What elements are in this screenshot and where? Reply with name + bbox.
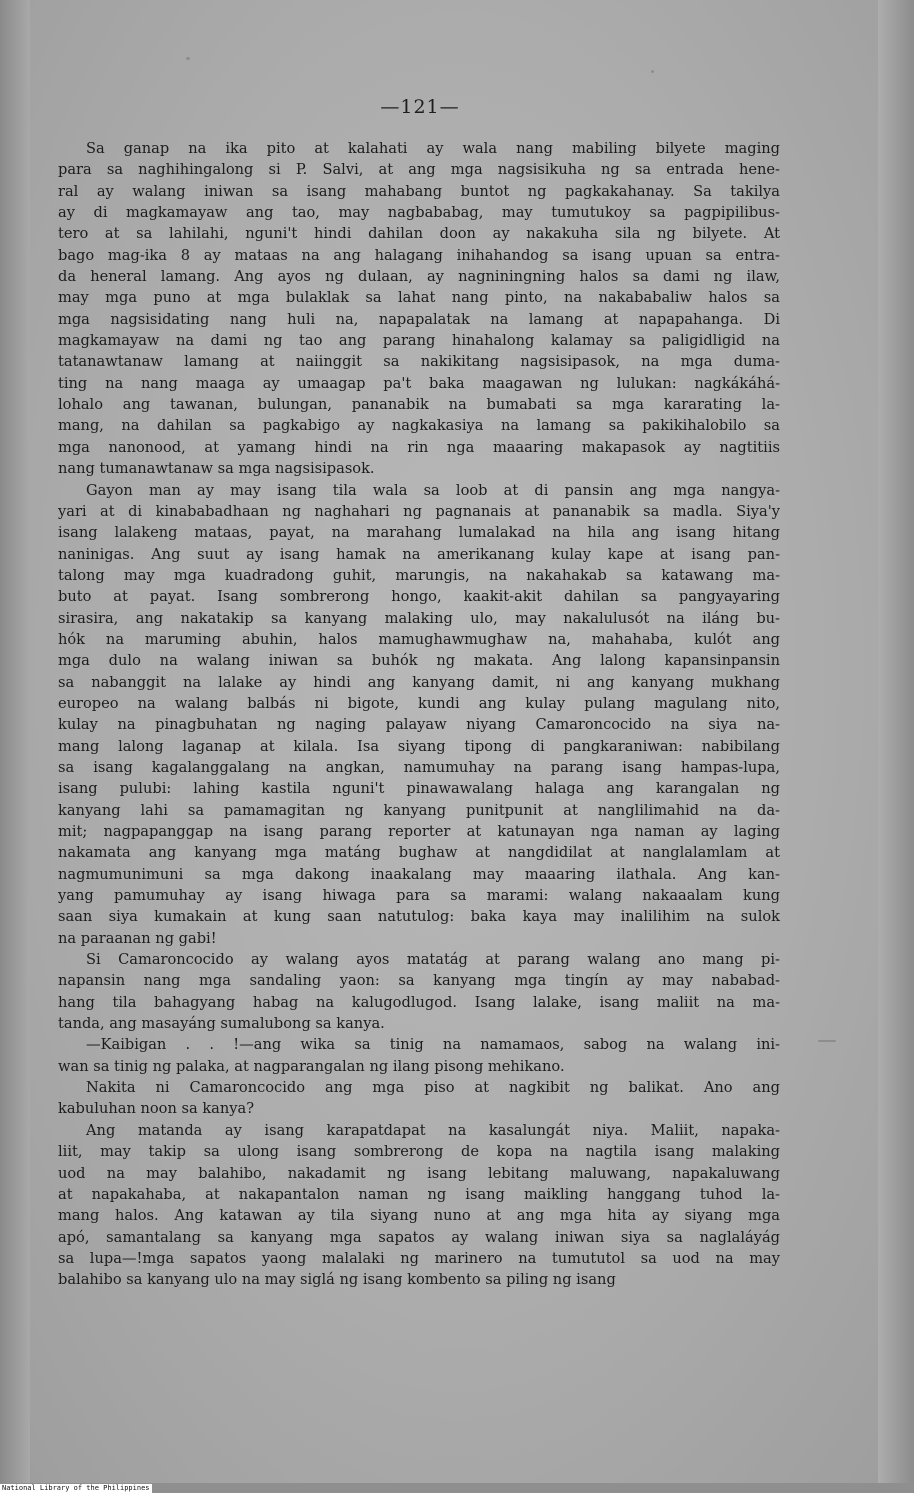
paragraph [58, 949, 780, 1034]
text-line: mga dulo na walang iniwan sa buhók ng makata. Ang lalong kapansinpansin [58, 652, 780, 670]
text-line: tanda, ang masayáng sumalubong sa kanya. [58, 1015, 385, 1033]
text-line: balahibo sa kanyang ulo na may siglá ng isang kombento sa piling ng isang [58, 1271, 616, 1289]
text-line: nakamata ang kanyang mga matáng bughaw at nangdidilat at nanglalamlam at [58, 844, 780, 862]
text-line: ting na nang maaga ay umaagap pa't baka maagawan ng lulukan: nagkákáhá- [58, 374, 780, 392]
paragraph [58, 138, 780, 480]
text-line: wan sa tinig ng palaka, at nagparangalan ng ilang pisong mehikano. [58, 1057, 565, 1075]
text-line: tero at sa lahilahi, nguni't hindi dahilan doon ay nakakuha sila ng bilyete. At [58, 225, 780, 243]
text-line: nang tumanawtanaw sa mga nagsisipasok. [58, 460, 375, 478]
text-line: mga nanonood, at yamang hindi na rin nga maaaring makapasok ay nagtitiis [58, 438, 780, 456]
page-right-edge [878, 0, 914, 1483]
text-line: naninigas. Ang suut ay isang hamak na amerikanang kulay kape at isang pan- [58, 545, 780, 563]
text-line: liit, may takip sa ulong isang sombrerong de kopa na nagtila isang malaking [58, 1143, 780, 1161]
text-line: mit; nagpapanggap na isang parang reporter at katunayan nga naman ay laging [58, 823, 780, 840]
text-line: uod na may balahibo, nakadamit ng isang lebitang maluwang, napakaluwang [58, 1164, 780, 1182]
text-line: mang halos. Ang katawan ay tila siyang nuno at ang mga hita ay siyang mga [58, 1207, 780, 1225]
text-line: nagmumunimuni sa mga dakong inaakalang may maaaring ilathala. Ang kan- [58, 865, 780, 883]
text-line: hang tila bahagyang habag na kalugodlugod. Isang lalake, isang maliit na ma- [58, 993, 780, 1011]
text-line: buto at payat. Isang sombrerong hongo, kaakit-akit dahilan sa pangyayaring [58, 588, 780, 606]
text-line: sa nabanggit na lalake ay hindi ang kanyang damit, ni ang kanyang mukhang [58, 673, 780, 691]
paragraph [58, 1034, 780, 1077]
text-line: na paraanan ng gabi! [58, 929, 217, 947]
paragraph [58, 1120, 780, 1291]
text-line: sa lupa—!mga sapatos yaong malalaki ng marinero na tumututol sa uod na may [58, 1249, 780, 1267]
scan-blemish [651, 70, 654, 73]
scan-blemish [818, 1040, 836, 1042]
page-left-edge [0, 0, 30, 1483]
text-line: at napakahaba, at nakapantalon naman ng isang maikling hanggang tuhod la- [58, 1185, 780, 1203]
text-line: hók na maruming abuhin, halos mamughawmughaw na, mahahaba, kulót ang [58, 630, 780, 648]
paragraph [58, 1077, 780, 1120]
scan-blemish [186, 57, 190, 60]
text-line: yari at di kinababadhaan ng naghahari ng pagnanais at pananabik sa madla. Siya'y [58, 502, 780, 520]
text-line: isang lalakeng mataas, payat, na marahang lumalakad na hila ang isang hitang [58, 524, 780, 542]
text-line: ay di magkamayaw ang tao, may nagbababag, may tumutukoy sa pagpipilibus- [58, 204, 780, 222]
text-line: saan siya kumakain at kung saan natutulog: baka kaya may inalilihim na sulok [58, 908, 780, 926]
text-line: mang, na dahilan sa pagkabigo ay nagkakasiya na lamang sa pakikihalobilo sa [58, 417, 780, 435]
text-line: sa isang kagalanggalang na angkan, namumuhay na parang isang hampas-lupa, [58, 758, 780, 776]
text-line: mga nagsisidating nang huli na, napapalatak na lamang at napapahanga. Di [58, 310, 780, 328]
text-line: mang lalong laganap at kilala. Isa siyang tipong di pangkaraniwan: nabibilang [58, 737, 780, 755]
library-credit: National Library of the Philippines [2, 1484, 150, 1492]
text-line: apó, samantalang sa kanyang mga sapatos ay walang iniwan siya sa naglaláyág [58, 1228, 780, 1246]
text-line: lohalo ang tawanan, bulungan, pananabik na bumabati sa mga kararating la- [58, 396, 780, 414]
text-line: da heneral lamang. Ang ayos ng dulaan, ay nagniningning halos sa dami ng ilaw, [58, 268, 780, 286]
text-line: talong may mga kuadradong guhit, marungis, na nakahakab sa katawang ma- [58, 566, 780, 584]
text-line: kanyang lahi sa pamamagitan ng kanyang punitpunit at nanglilimahid na da- [58, 801, 780, 819]
text-line: Sa ganap na ika pito at kalahati ay wala nang mabiling bilyete maging [86, 140, 780, 157]
text-line: Nakita ni Camaroncocido ang mga piso at nagkibit ng balikat. Ano ang [86, 1079, 780, 1097]
page-number: —121— [380, 96, 460, 118]
text-line: sirasira, ang nakatakip sa kanyang malaking ulo, may nakalulusót na iláng bu- [58, 609, 780, 627]
text-line: tatanawtanaw lamang at naiinggit sa nakikitang nagsisipasok, na mga duma- [58, 353, 780, 371]
text-line: para sa naghihingalong si P. Salvi, at ang mga nagsisikuha ng sa entrada hene- [58, 161, 780, 179]
text-line: europeo na walang balbás ni bigote, kundi ang kulay pulang magulang nito, [58, 694, 780, 712]
text-line: kulay na pinagbuhatan ng naging palayaw niyang Camaroncocido na siya na- [58, 716, 780, 734]
text-line: Si Camaroncocido ay walang ayos matatág at parang walang ano mang pi- [86, 951, 780, 969]
text-line: Ang matanda ay isang karapatdapat na kasalungát niya. Maliit, napaka- [86, 1121, 780, 1139]
text-line: yang pamumuhay ay isang hiwaga para sa marami: walang nakaaalam kung [58, 887, 780, 905]
text-line: ral ay walang iniwan sa isang mahabang buntot ng pagkakahanay. Sa takilya [58, 182, 780, 200]
paragraph [58, 480, 780, 950]
text-line: magkamayaw na dami ng tao ang parang hinahalong kalamay sa paligidligid na [58, 332, 780, 350]
text-line: kabuluhan noon sa kanya? [58, 1100, 255, 1118]
text-line: napansin nang mga sandaling yaon: sa kanyang mga tingín ay may nababad- [58, 972, 780, 990]
text-line: may mga puno at mga bulaklak sa lahat nang pinto, na nakababaliw halos sa [58, 289, 780, 307]
text-line: isang pulubi: lahing kastila nguni't pinawawalang halaga ang karangalan ng [58, 780, 780, 798]
text-line: Gayon man ay may isang tila wala sa loob at di pansin ang mga nangya- [86, 481, 780, 499]
text-line: bago mag-ika 8 ay mataas na ang halagang inihahandog sa isang upuan sa entra- [58, 246, 780, 264]
body-text [58, 138, 780, 1291]
text-line: —Kaibigan . . !—ang wika sa tinig na namamaos, sabog na walang ini- [86, 1036, 780, 1054]
